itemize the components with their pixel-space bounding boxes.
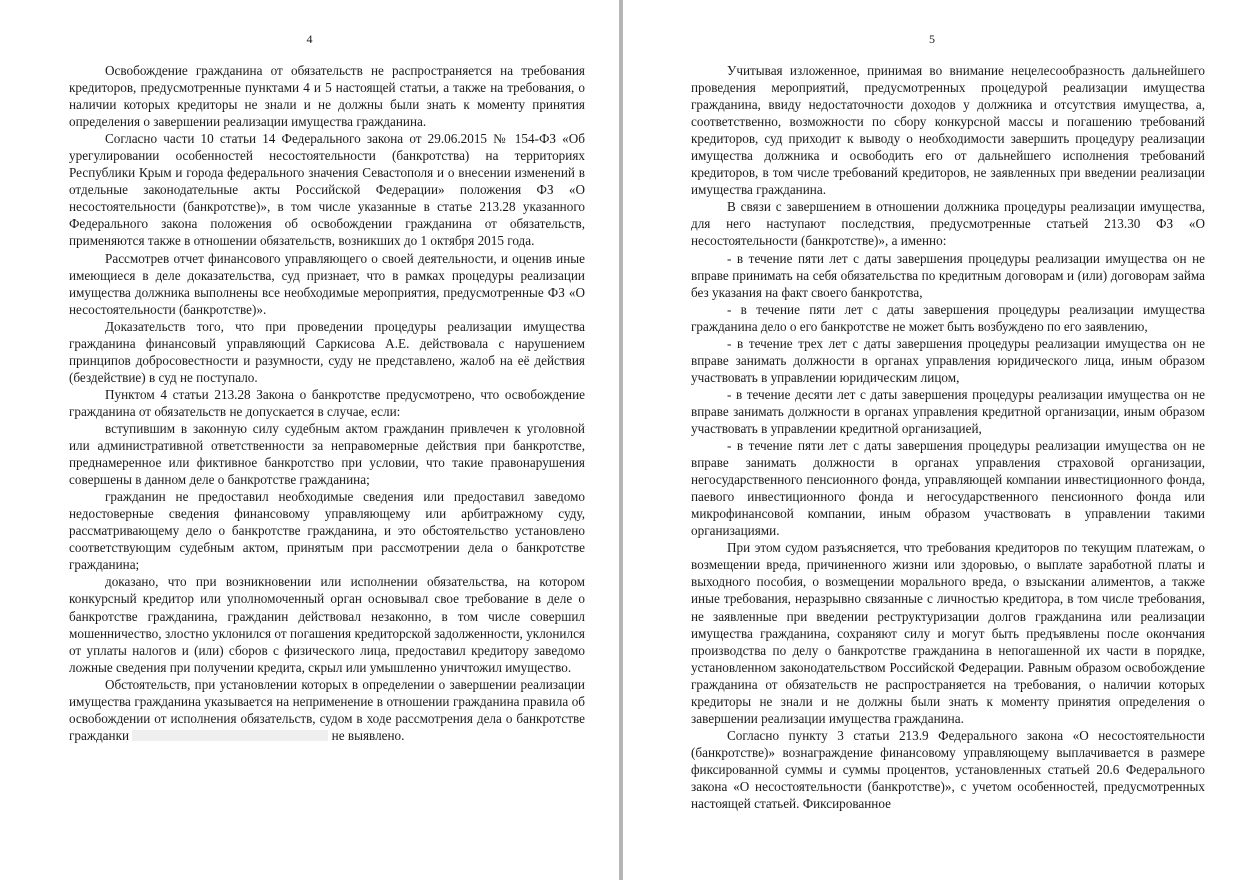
paragraph: Пунктом 4 статьи 213.28 Закона о банкротстве предусмотрено, что освобождение гражданина от обязательств не допускается в случае, если: bbox=[69, 386, 585, 419]
paragraph: Согласно пункту 3 статьи 213.9 Федерального закона «О несостоятельности (банкротстве)» вознаграждение финансовому управляющему выплачивается в размере фиксированной суммы и суммы процентов, установленных статьей 20.6 Федерального закона «О несостоятельности (банкротстве)», с учетом особенностей, предусмотренных настоящей статьей. Фиксированное bbox=[691, 727, 1205, 812]
right-page-text bbox=[691, 62, 1205, 812]
paragraph: В связи с завершением в отношении должника процедуры реализации имущества, для него наступают последствия, предусмотренные статьей 213.30 ФЗ «О несостоятельности (банкротстве)», а именно: bbox=[691, 199, 1205, 249]
left-page bbox=[0, 0, 619, 880]
paragraph-text: Обстоятельств, при установлении которых в определении о завершении реализации имущества гражданина указывается на неприменение в отношении гражданина правила об освобождении от исполнения обязательств, судом в ходе рассмотрения дела о банкротстве гражданки bbox=[69, 676, 585, 743]
list-item: доказано, что при возникновении или исполнении обязательства, на котором конкурсный кредитор или уполномоченный орган основывал свое требование в деле о банкротстве гражданина, гражданин действовал незаконно, в том числе совершил мошенничество, злостно уклонился от погашения кредиторской задолженности, уклонился от уплаты налогов и (или) сборов с физического лица, предоставил кредитору заведомо ложные сведения при получении кредита, скрыл или умышленно уничтожил имущество. bbox=[69, 574, 585, 675]
page-number-left: 4 bbox=[306, 32, 313, 46]
list-item: гражданин не предоставил необходимые сведения или предоставил заведомо недостоверные сведения финансовому управляющему или арбитражному суду, рассматривающему дело о банкротстве гражданина, и это обстоятельство установлено соответствующим судебным актом, принятым при рассмотрении дела о банкротстве гражданина; bbox=[69, 489, 585, 573]
list-item: вступившим в законную силу судебным актом гражданин привлечен к уголовной или административной ответственности за неправомерные действия при банкротстве, преднамеренное или фиктивное банкротство при условии, что такие правонарушения совершены в данном деле о банкротстве гражданина; bbox=[69, 420, 585, 488]
paragraph: Рассмотрев отчет финансового управляющего о своей деятельности, и оценив иные имеющиеся в деле доказательства, суд признает, что в рамках процедуры реализации имущества должника выполнены все необходимые мероприятия, предусмотренные ФЗ «О несостоятельности (банкротстве)». bbox=[69, 250, 585, 317]
redacted-name bbox=[132, 730, 328, 741]
paragraph: Учитывая изложенное, принимая во внимание нецелесообразность дальнейшего проведения мероприятий, предусмотренных процедурой реализации имущества гражданина, ввиду недостаточности доходов у должника и отсутствия имущества, а, соответственно, возможности по сбору конкурсной массы и погашению требований кредиторов, суд приходит к выводу о необходимости завершить процедуру реализации имущества должника и освободить его от дальнейшего исполнения требований кредиторов, в том числе требований кредиторов, не заявленных при введении реализации имущества гражданина. bbox=[691, 63, 1205, 198]
list-item: - в течение пяти лет с даты завершения процедуры реализации имущества он не вправе занимать должности в органах управления страховой организации, негосударственного пенсионного фонда, управляющей компании инвестиционного фонда, паевого инвестиционного фонда и негосударственного пенсионного фонда или микрофинансовой компании, иным образом участвовать в управлении такими организациями. bbox=[691, 438, 1205, 539]
paragraph: Освобождение гражданина от обязательств не распространяется на требования кредиторов, предусмотренные пунктами 4 и 5 настоящей статьи, а также на требования, о наличии которых кредиторы не знали и не должны были знать к моменту принятия определения о завершении реализации имущества гражданина. bbox=[69, 63, 585, 130]
list-item: - в течение трех лет с даты завершения процедуры реализации имущества он не вправе занимать должности в органах управления юридического лица, иным образом участвовать в управлении юридическим лицом, bbox=[691, 335, 1205, 385]
right-page bbox=[623, 0, 1241, 880]
paragraph-text: не выявлено. bbox=[331, 727, 405, 743]
paragraph: Согласно части 10 статьи 14 Федерального закона от 29.06.2015 № 154-ФЗ «Об урегулировании особенностей несостоятельности (банкротства) на территориях Республики Крым и города федерального значения Севастополя и о внесении изменений в отдельные законодательные акты Российской Федерации» положения ФЗ «О несостоятельности (банкротстве)», в том числе указанные в статье 213.28 указанного Федерального закона положения об освобождении гражданина от обязательств, применяются также в отношении обязательств, возникших до 1 октября 2015 года. bbox=[69, 131, 585, 249]
list-item: - в течение пяти лет с даты завершения процедуры реализации имущества гражданина дело о его банкротстве не может быть возбуждено по его заявлению, bbox=[691, 301, 1205, 334]
page-number-right: 5 bbox=[929, 32, 935, 46]
paragraph: При этом судом разъясняется, что требования кредиторов по текущим платежам, о возмещении вреда, причиненного жизни или здоровью, о выплате заработной платы и выходного пособия, о возмещении морального вреда, о взыскании алиментов, а также иные требования, неразрывно связанные с личностью кредитора, в том числе требования, не заявленные при введении реструктуризации долгов гражданина или реализации имущества гражданина, сохраняют силу и могут быть предъявлены после окончания производства по делу о банкротстве гражданина в непогашенной их части в порядке, установленном законодательством Российской Федерации. Равным образом освобождение гражданина от обязательств не распространяется на требования, о наличии которых кредиторы не знали и не должны были знать к моменту принятия определения о завершении реализации имущества гражданина. bbox=[691, 540, 1205, 726]
paragraph bbox=[69, 676, 585, 744]
left-page-text bbox=[69, 62, 585, 744]
list-item: - в течение десяти лет с даты завершения процедуры реализации имущества он не вправе занимать должности в органах управления кредитной организации, иным образом участвовать в управлении кредитной организацией, bbox=[691, 386, 1205, 436]
paragraph: Доказательств того, что при проведении процедуры реализации имущества гражданина финансовый управляющий Саркисова А.Е. действовала с нарушением принципов добросовестности и разумности, суду не представлено, жалоб на её действия (бездействие) в суд не поступало. bbox=[69, 318, 585, 385]
list-item: - в течение пяти лет с даты завершения процедуры реализации имущества он не вправе принимать на себя обязательства по кредитным договорам и (или) договорам займа без указания на факт своего банкротства, bbox=[691, 250, 1205, 300]
